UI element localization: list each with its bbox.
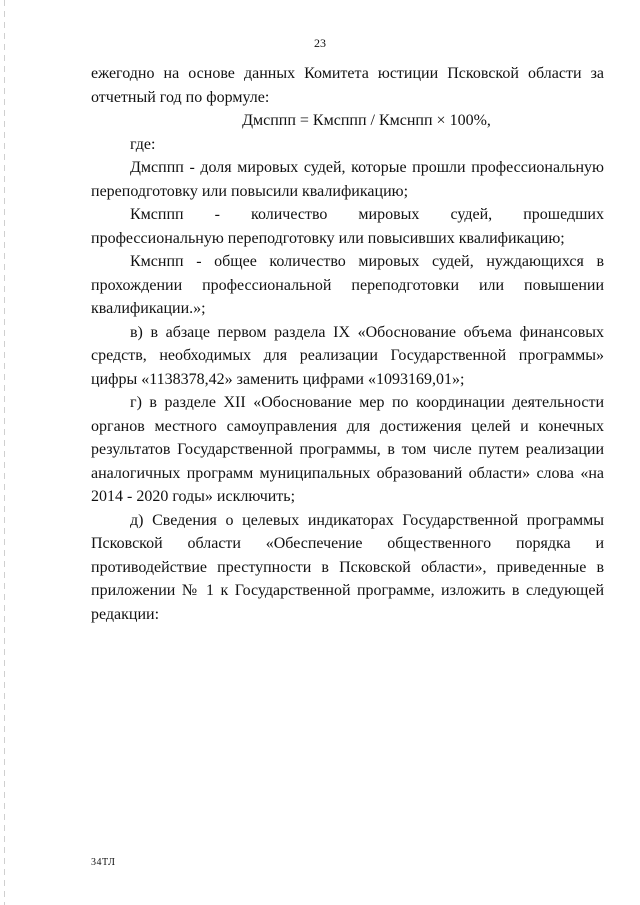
definition-dmsppp: Дмсппп - доля мировых судей, которые прошли профессиональную переподготовку или повысили квалификацию; — [91, 159, 604, 200]
paragraph-item-v: в) в абзаце первом раздела IX «Обоснование объема финансовых средств, необходимых для реализации Государственной программы» цифры «1138378,42» заменить цифрами «1093169,01»; — [91, 323, 604, 388]
paragraph-item-g: г) в разделе XII «Обоснование мер по координации деятельности органов местного самоуправления для достижения целей и конечных результатов Государственной программы, в том числе путем реализации аналогичных программ муниципальных образований области» слова «на 2014 - 2020 годы» исключить; — [91, 394, 604, 505]
scan-edge — [4, 0, 5, 905]
paragraph-continuation: ежегодно на основе данных Комитета юстиции Псковской области за отчетный год по формуле: — [91, 65, 604, 106]
paragraph-where: где: — [130, 135, 156, 153]
formula: Дмсппп = Кмсппп / Кмснпп × 100%, — [242, 112, 491, 129]
definition-kmsppp: Кмсппп - количество мировых судей, прошедших профессиональную переподготовку или повысивших квалификацию; — [91, 206, 604, 247]
document-body — [91, 62, 604, 626]
paragraph-item-d: д) Сведения о целевых индикаторах Государственной программы Псковской области «Обеспечение общественного порядка и противодействие преступности в Псковской области», приведенные в приложении № 1 к Государственной программе, изложить в следующей редакции: — [91, 511, 604, 623]
page-number: 23 — [314, 36, 326, 50]
definition-kmsnpp: Кмснпп - общее количество мировых судей, нуждающихся в прохождении профессиональной переподготовки или повышении квалификации.»; — [91, 253, 604, 317]
footer-code: 34ТЛ — [91, 857, 116, 868]
